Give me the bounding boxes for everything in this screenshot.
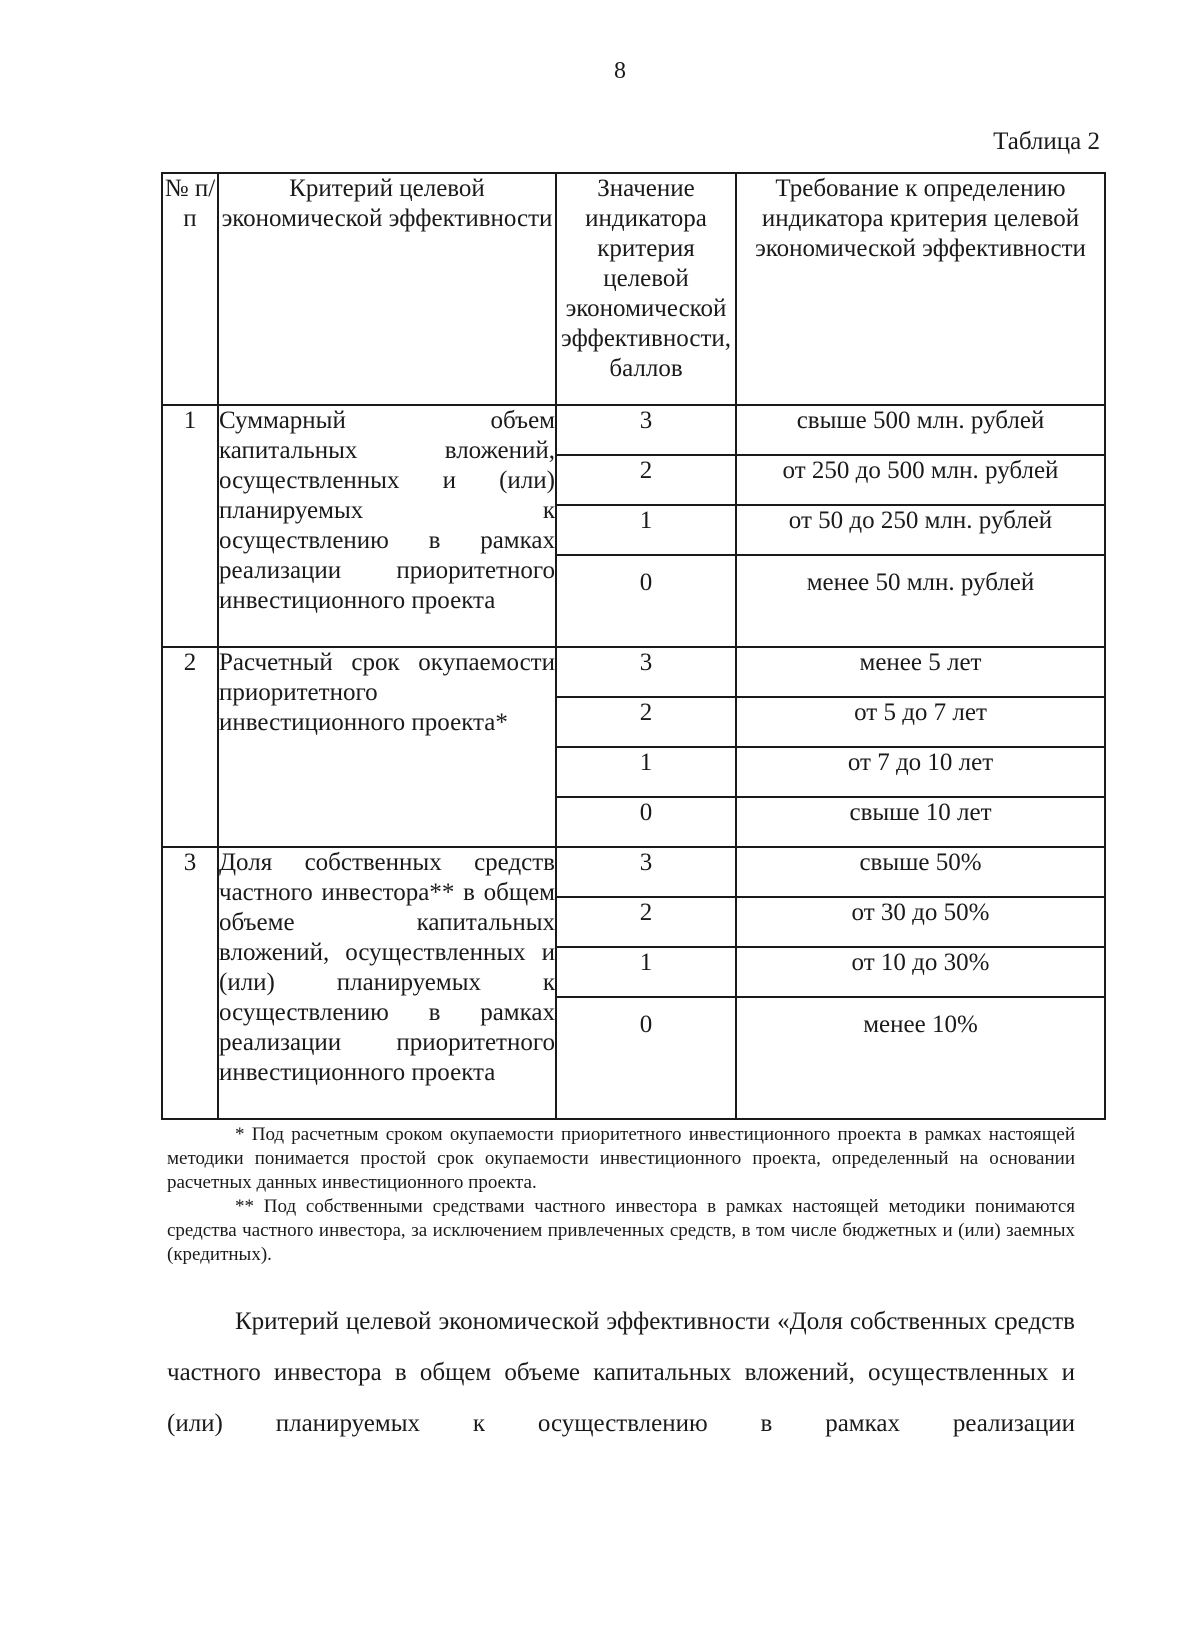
indicator-value: 2 <box>556 455 736 505</box>
indicator-value: 1 <box>556 947 736 997</box>
header-criterion: Критерий целевой экономической эффективности <box>218 173 556 405</box>
footnotes <box>167 1123 1075 1267</box>
requirement: от 5 до 7 лет <box>736 697 1105 747</box>
indicator-value: 1 <box>556 505 736 555</box>
indicator-value: 2 <box>556 897 736 947</box>
header-indicator-value: Значение индикатора критерия целевой экономической эффективности, баллов <box>556 173 736 405</box>
requirement: свыше 500 млн. рублей <box>736 405 1105 455</box>
requirement: менее 50 млн. рублей <box>736 555 1105 647</box>
table-header-row <box>162 173 1105 405</box>
table-row <box>162 847 1105 897</box>
requirement: менее 10% <box>736 997 1105 1119</box>
footnote-own-funds: ** Под собственными средствами частного инвестора в рамках настоящей методики понимаются средства частного инвестора, за исключением привлеченных средств, в том числе бюджетных и (или) заемных (кредитных). <box>167 1196 1075 1265</box>
row-number: 3 <box>162 847 218 1119</box>
criterion-cell: Расчетный срок окупаемости приоритетного инвестиционного проекта* <box>218 647 556 847</box>
table-caption: Таблица 2 <box>993 128 1100 155</box>
indicator-value: 0 <box>556 997 736 1119</box>
criteria-table <box>161 172 1106 1120</box>
table-row <box>162 405 1105 455</box>
criterion-cell: Доля собственных средств частного инвестора** в общем объеме капитальных вложений, осуществленных и (или) планируемых к осуществлению в рамках реализации приоритетного инвестиционного проекта <box>218 847 556 1119</box>
indicator-value: 0 <box>556 797 736 847</box>
header-requirement: Требование к определению индикатора критерия целевой экономической эффективности <box>736 173 1105 405</box>
page-number: 8 <box>614 58 626 84</box>
body-paragraph: Критерий целевой экономической эффективности «Доля собственных средств частного инвестора в общем объеме капитальных вложений, осуществленных и (или) планируемых к осуществлению в рамках реализации <box>167 1308 1075 1437</box>
requirement: от 7 до 10 лет <box>736 747 1105 797</box>
requirement: свыше 10 лет <box>736 797 1105 847</box>
requirement: свыше 50% <box>736 847 1105 897</box>
header-number: № п/п <box>162 173 218 405</box>
requirement: от 30 до 50% <box>736 897 1105 947</box>
indicator-value: 3 <box>556 647 736 697</box>
requirement: от 250 до 500 млн. рублей <box>736 455 1105 505</box>
indicator-value: 1 <box>556 747 736 797</box>
table-row <box>162 647 1105 697</box>
indicator-value: 2 <box>556 697 736 747</box>
requirement: от 10 до 30% <box>736 947 1105 997</box>
footnote-payback-period: * Под расчетным сроком окупаемости приоритетного инвестиционного проекта в рамках настоящей методики понимается простой срок окупаемости инвестиционного проекта, определенный на основании расчетных данных инвестиционного проекта. <box>167 1124 1075 1193</box>
row-number: 2 <box>162 647 218 847</box>
indicator-value: 0 <box>556 555 736 647</box>
requirement: от 50 до 250 млн. рублей <box>736 505 1105 555</box>
requirement: менее 5 лет <box>736 647 1105 697</box>
criterion-cell: Суммарный объем капитальных вложений, осуществленных и (или) планируемых к осуществлению в рамках реализации приоритетного инвестиционного проекта <box>218 405 556 647</box>
indicator-value: 3 <box>556 847 736 897</box>
indicator-value: 3 <box>556 405 736 455</box>
row-number: 1 <box>162 405 218 647</box>
